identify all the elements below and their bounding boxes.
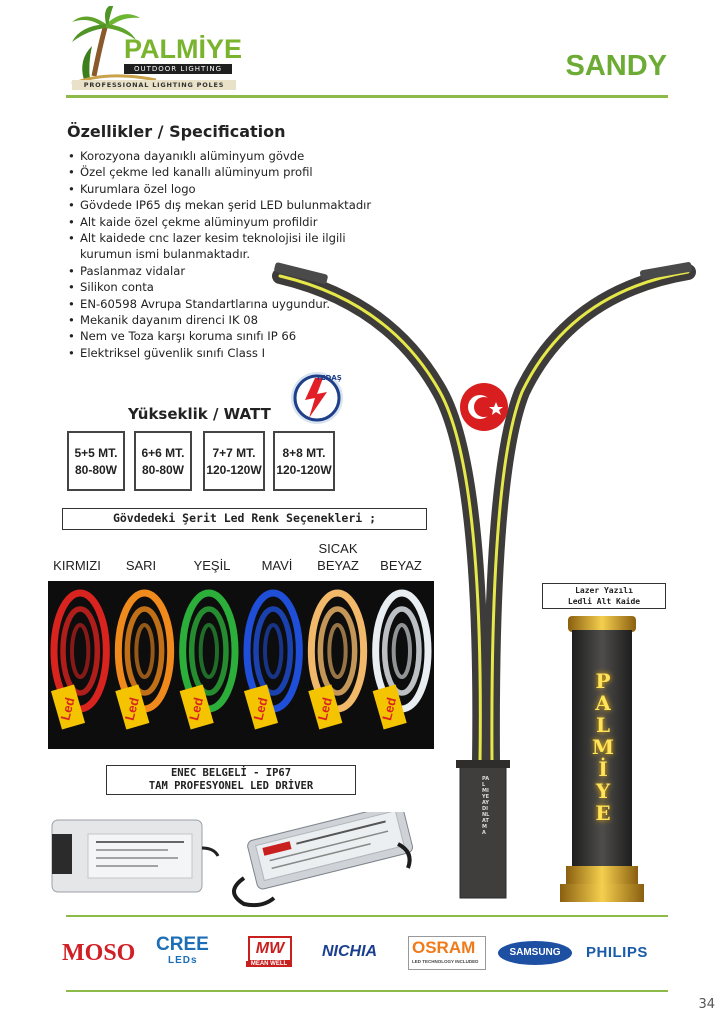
color-name-red: KIRMIZI	[53, 558, 101, 573]
page-number: 34	[698, 997, 715, 1012]
color-name-warm-white: SICAK BEYAZ	[317, 541, 359, 573]
height-value: 8+8 MT.	[282, 446, 326, 460]
led-tag-text: Led	[186, 695, 207, 722]
spec-item: • Mekanik dayanım direnci IK 08	[68, 312, 398, 328]
height-option	[67, 431, 125, 491]
led-tag-text: Led	[250, 695, 271, 722]
watt-value: 80-80W	[141, 463, 185, 477]
base-engraving: P A L M İ Y E	[591, 669, 615, 825]
led-tag-text: Led	[379, 695, 400, 722]
spec-item: • Korozyona dayanıklı alüminyum gövde	[68, 148, 398, 164]
color-name-green: YEŞİL	[193, 558, 231, 573]
osram-text: LED TECHNOLOGY INCLUDED	[412, 959, 479, 964]
nichia-logo: NICHIA	[322, 943, 378, 960]
color-name-blue: MAVİ	[261, 558, 293, 573]
base-label	[542, 583, 666, 609]
brands-divider-bottom	[66, 990, 668, 992]
height-option	[134, 431, 192, 491]
led-color-label: Gövdedeki Şerit Led Renk Seçenekleri ;	[62, 508, 427, 530]
spec-item: • Silikon conta	[68, 279, 398, 295]
spec-item: • Paslanmaz vidalar	[68, 263, 398, 279]
spec-item: • Özel çekme led kanallı alüminyum profil	[68, 164, 398, 180]
color-name-yellow: SARI	[125, 558, 157, 573]
brand-name: PALMİYE	[124, 34, 243, 64]
spec-item: • Gövdede IP65 dış mekan şerid LED bulunmaktadır	[68, 197, 398, 213]
watt-value: 120-120W	[206, 463, 262, 477]
spec-item: • Nem ve Toza karşı koruma sınıfı IP 66	[68, 328, 398, 344]
height-value: 6+6 MT.	[141, 446, 185, 460]
height-value: 7+7 MT.	[212, 446, 256, 460]
base-label-line2: Ledli Alt Kaide	[567, 597, 641, 606]
driver-label-line2: TAM PROFESYONEL LED DRİVER	[148, 780, 314, 792]
osram-logo: OSRAM	[412, 938, 476, 957]
meanwell-text: MEAN WELL	[246, 961, 292, 967]
height-value: 5+5 MT.	[74, 446, 118, 460]
spec-item: • EN-60598 Avrupa Standartlarına uygundur.	[68, 296, 398, 312]
color-name-white: BEYAZ	[380, 558, 422, 573]
spec-item: • Alt kaidede cnc lazer kesim teknolojisi ile ilgili kurumun ismi bulanmaktadır.	[68, 230, 398, 263]
header-divider	[66, 95, 668, 98]
brand-logos	[60, 930, 670, 976]
cree-leds-text: LEDs	[168, 955, 198, 966]
cree-logo: CREE	[156, 934, 209, 955]
spec-item: • Elektriksel güvenlik sınıfı Class I	[68, 345, 398, 361]
led-tag-text: Led	[57, 695, 78, 722]
spec-title: Özellikler / Specification	[67, 122, 286, 141]
model-title: SANDY	[565, 50, 667, 82]
driver-label-line1: ENEC BELGELİ - IP67	[170, 767, 292, 779]
pole-engraving: PALMIYE AYDINLATMA	[482, 776, 490, 836]
height-option	[203, 431, 265, 491]
height-title: Yükseklik / WATT	[128, 405, 271, 423]
brand-tagline: OUTDOOR LIGHTING	[124, 64, 232, 74]
spec-item: • Kurumlara özel logo	[68, 181, 398, 197]
led-tag-text: Led	[121, 695, 142, 722]
brand-strip: PROFESSIONAL LIGHTING POLES	[72, 80, 236, 90]
moso-logo: MOSO	[62, 940, 136, 966]
watt-value: 120-120W	[276, 463, 332, 477]
spec-item: • Alt kaide özel çekme alüminyum profildir	[68, 214, 398, 230]
meanwell-logo: MW	[248, 936, 292, 962]
led-tag-text: Led	[314, 695, 335, 722]
tedas-label: TEDAŞ	[316, 374, 342, 382]
watt-value: 80-80W	[74, 463, 118, 477]
philips-logo: PHILIPS	[586, 944, 648, 961]
base-label-line1: Lazer Yazılı	[575, 586, 633, 595]
samsung-logo: SAMSUNG	[498, 941, 572, 965]
brands-divider-top	[66, 915, 668, 917]
